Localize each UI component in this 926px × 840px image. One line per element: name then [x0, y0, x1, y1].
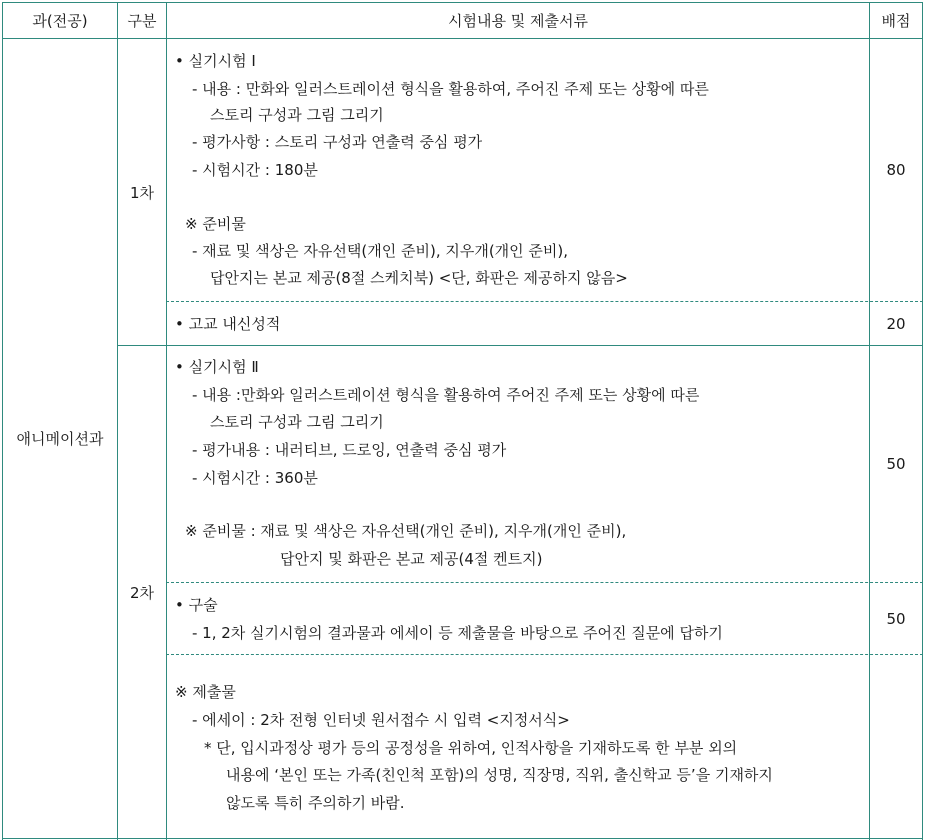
round2-submit-title: ※ 제출물 — [175, 683, 236, 701]
header-score: 배점 — [881, 12, 911, 30]
round2-exam-title: • 실기시험 Ⅱ — [175, 358, 259, 376]
round1-record-score: 20 — [886, 314, 906, 333]
round2-note-line1: * 단, 입시과정상 평가 등의 공정성을 위하여, 인적사항을 기재하도록 한 부분 외의 — [204, 739, 738, 757]
header-dept: 과(전공) — [32, 12, 88, 30]
round1-content-line2: 스토리 구성과 그림 그리기 — [210, 106, 384, 124]
row-divider-dashed-3 — [166, 654, 923, 655]
round1-record-title: • 고교 내신성적 — [175, 315, 280, 333]
table-border-right — [922, 2, 923, 840]
header-division: 구분 — [127, 12, 157, 30]
round2-note-line3: 않도록 특히 주의하기 바람. — [226, 794, 405, 812]
row-divider-dashed-1 — [166, 301, 923, 302]
round2-note-line2: 내용에 ‘본인 또는 가족(친인척 포함)의 성명, 직장명, 직위, 출신학교 등’을 기재하지 — [226, 766, 773, 784]
round2-prep-line2: 답안지 및 화판은 본교 제공(4절 켄트지) — [280, 550, 543, 568]
round2-oral-desc: - 1, 2차 실기시험의 결과물과 에세이 등 제출물을 바탕으로 주어진 질문에 답하기 — [192, 624, 723, 642]
round1-content-line1: - 내용 : 만화와 일러스트레이션 형식을 활용하여, 주어진 주제 또는 상황에 따른 — [192, 80, 709, 98]
round1-exam-score: 80 — [886, 161, 906, 179]
round2-oral-title: • 구술 — [175, 596, 218, 614]
round-divider — [117, 345, 923, 346]
round2-exam-score: 50 — [886, 455, 906, 473]
round2-content-line1: - 내용 :만화와 일러스트레이션 형식을 활용하여 주어진 주제 또는 상황에 따른 — [192, 386, 700, 404]
round1-label: 1차 — [129, 183, 155, 202]
round1-exam-title: • 실기시험 Ⅰ — [175, 52, 256, 70]
round2-label: 2차 — [129, 583, 155, 602]
round2-essay: - 에세이 : 2차 전형 인터넷 원서접수 시 입력 <지정서식> — [192, 711, 570, 729]
round2-oral-score: 50 — [886, 609, 906, 628]
dept-name: 애니메이션과 — [16, 430, 104, 448]
col-divider-2 — [166, 2, 167, 840]
round1-eval: - 평가사항 : 스토리 구성과 연출력 중심 평가 — [192, 133, 483, 151]
header-content: 시험내용 및 제출서류 — [448, 12, 588, 30]
round2-eval: - 평가내용 : 내러티브, 드로잉, 연출력 중심 평가 — [192, 441, 507, 459]
round2-prep-line1: ※ 준비물 : 재료 및 색상은 자유선택(개인 준비), 지우개(개인 준비), — [185, 522, 627, 540]
round2-content-line2: 스토리 구성과 그림 그리기 — [210, 413, 384, 431]
row-divider-dashed-2 — [166, 582, 923, 583]
table-border-bottom — [2, 838, 923, 839]
round1-prep-line1: - 재료 및 색상은 자유선택(개인 준비), 지우개(개인 준비), — [192, 242, 569, 260]
round1-prep-title: ※ 준비물 — [185, 215, 246, 233]
round2-time: - 시험시간 : 360분 — [192, 469, 318, 487]
round1-prep-line2: 답안지는 본교 제공(8절 스케치북) <단, 화판은 제공하지 않음> — [210, 269, 628, 287]
round1-time: - 시험시간 : 180분 — [192, 161, 318, 179]
